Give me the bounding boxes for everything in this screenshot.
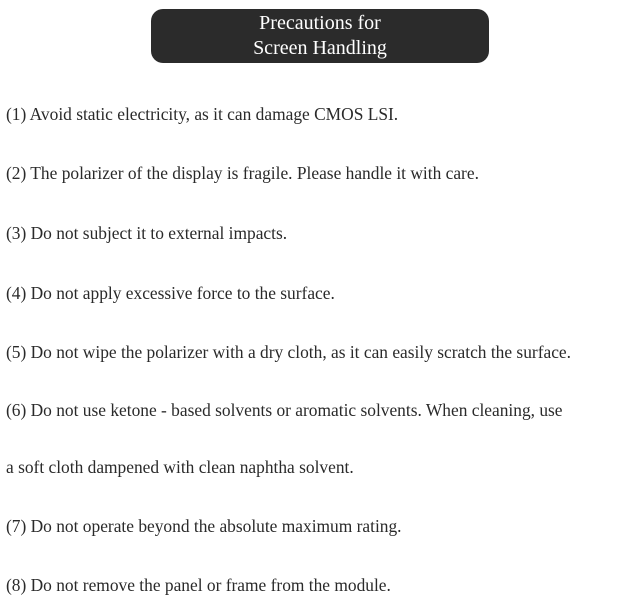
precaution-item-1: (1) Avoid static electricity, as it can damage CMOS LSI.	[6, 104, 399, 124]
precaution-item-7: (7) Do not operate beyond the absolute maximum rating.	[6, 516, 402, 536]
page-title-line-2: Screen Handling	[253, 37, 387, 59]
precaution-item-4: (4) Do not apply excessive force to the surface.	[6, 283, 335, 303]
page-title-line-1: Precautions for	[259, 12, 381, 34]
precaution-item-2: (2) The polarizer of the display is fragile. Please handle it with care.	[6, 163, 479, 183]
precaution-item-6-continued: a soft cloth dampened with clean naphtha solvent.	[6, 457, 354, 477]
precaution-item-3: (3) Do not subject it to external impacts.	[6, 223, 288, 243]
precaution-item-8: (8) Do not remove the panel or frame from the module.	[6, 575, 391, 595]
precaution-item-6: (6) Do not use ketone - based solvents or aromatic solvents. When cleaning, use	[6, 400, 563, 420]
precaution-item-5: (5) Do not wipe the polarizer with a dry cloth, as it can easily scratch the surface.	[6, 342, 571, 362]
page-title-banner	[151, 9, 489, 63]
